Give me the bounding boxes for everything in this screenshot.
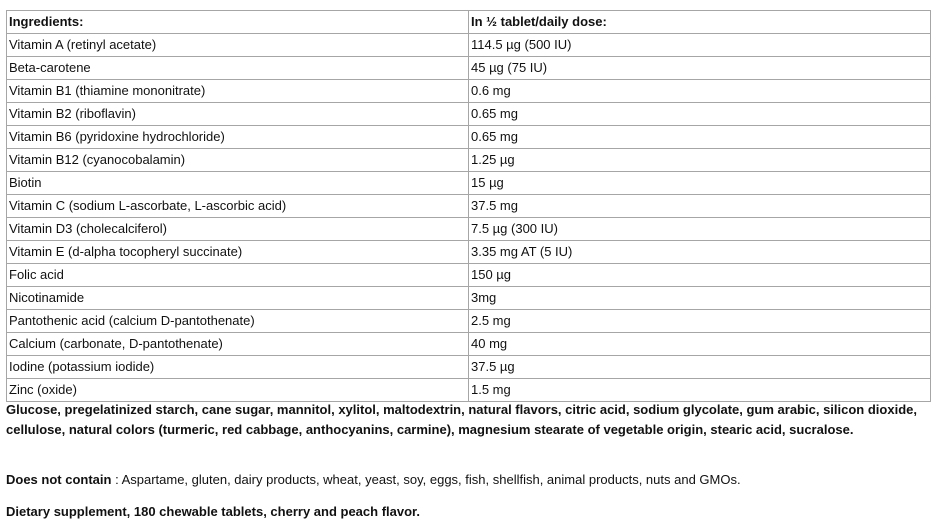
table-row bbox=[7, 264, 931, 287]
dose-cell: 37.5 µg bbox=[469, 356, 931, 379]
ingredient-cell: Nicotinamide bbox=[7, 287, 469, 310]
ingredient-cell: Vitamin A (retinyl acetate) bbox=[7, 34, 469, 57]
table-row bbox=[7, 149, 931, 172]
table-row bbox=[7, 241, 931, 264]
ingredient-cell: Vitamin C (sodium L-ascorbate, L-ascorbic acid) bbox=[7, 195, 469, 218]
table-row bbox=[7, 310, 931, 333]
ingredient-cell: Folic acid bbox=[7, 264, 469, 287]
table-row bbox=[7, 126, 931, 149]
ingredient-cell: Calcium (carbonate, D-pantothenate) bbox=[7, 333, 469, 356]
ingredient-cell: Beta-carotene bbox=[7, 57, 469, 80]
table-row bbox=[7, 379, 931, 402]
product-summary: Dietary supplement, 180 chewable tablets, cherry and peach flavor. bbox=[6, 504, 420, 519]
table-row bbox=[7, 356, 931, 379]
table-row bbox=[7, 57, 931, 80]
table-row bbox=[7, 103, 931, 126]
dose-cell: 1.25 µg bbox=[469, 149, 931, 172]
does-not-contain-text: : Aspartame, gluten, dairy products, wheat, yeast, soy, eggs, fish, shellfish, animal products, nuts and GMOs. bbox=[111, 472, 741, 487]
ingredient-cell: Vitamin B2 (riboflavin) bbox=[7, 103, 469, 126]
dose-cell: 15 µg bbox=[469, 172, 931, 195]
dose-cell: 45 µg (75 IU) bbox=[469, 57, 931, 80]
ingredients-table bbox=[6, 10, 931, 402]
ingredient-cell: Vitamin E (d-alpha tocopheryl succinate) bbox=[7, 241, 469, 264]
table-row bbox=[7, 34, 931, 57]
dose-cell: 0.6 mg bbox=[469, 80, 931, 103]
ingredient-cell: Vitamin D3 (cholecalciferol) bbox=[7, 218, 469, 241]
table-header-row bbox=[7, 11, 931, 34]
does-not-contain-label: Does not contain bbox=[6, 472, 112, 487]
dose-cell: 114.5 µg (500 IU) bbox=[469, 34, 931, 57]
dose-cell: 0.65 mg bbox=[469, 103, 931, 126]
dose-cell: 2.5 mg bbox=[469, 310, 931, 333]
table-row bbox=[7, 218, 931, 241]
dose-cell: 1.5 mg bbox=[469, 379, 931, 402]
ingredient-cell: Biotin bbox=[7, 172, 469, 195]
dose-cell: 0.65 mg bbox=[469, 126, 931, 149]
dose-cell: 37.5 mg bbox=[469, 195, 931, 218]
dose-cell: 40 mg bbox=[469, 333, 931, 356]
ingredient-cell: Vitamin B1 (thiamine mononitrate) bbox=[7, 80, 469, 103]
does-not-contain-line bbox=[6, 470, 931, 489]
table-row bbox=[7, 333, 931, 356]
table-row bbox=[7, 195, 931, 218]
table-row bbox=[7, 80, 931, 103]
ingredient-cell: Vitamin B12 (cyanocobalamin) bbox=[7, 149, 469, 172]
header-dose: In ½ tablet/daily dose: bbox=[469, 11, 931, 34]
table-row bbox=[7, 287, 931, 310]
ingredient-cell: Iodine (potassium iodide) bbox=[7, 356, 469, 379]
header-ingredients: Ingredients: bbox=[7, 11, 469, 34]
table-row bbox=[7, 172, 931, 195]
ingredient-cell: Pantothenic acid (calcium D-pantothenate) bbox=[7, 310, 469, 333]
ingredient-cell: Vitamin B6 (pyridoxine hydrochloride) bbox=[7, 126, 469, 149]
dose-cell: 7.5 µg (300 IU) bbox=[469, 218, 931, 241]
dose-cell: 3.35 mg AT (5 IU) bbox=[469, 241, 931, 264]
dose-cell: 150 µg bbox=[469, 264, 931, 287]
dose-cell: 3mg bbox=[469, 287, 931, 310]
ingredient-cell: Zinc (oxide) bbox=[7, 379, 469, 402]
other-ingredients-text: Glucose, pregelatinized starch, cane sugar, mannitol, xylitol, maltodextrin, natural flavors, citric acid, sodium glycolate, gum arabic, silicon dioxide, cellulose, natural colors (turmeric, red cabbage, anthocyanins, carmine), magnesium stearate of vegetable origin, stearic acid, sucralose. bbox=[6, 402, 917, 437]
